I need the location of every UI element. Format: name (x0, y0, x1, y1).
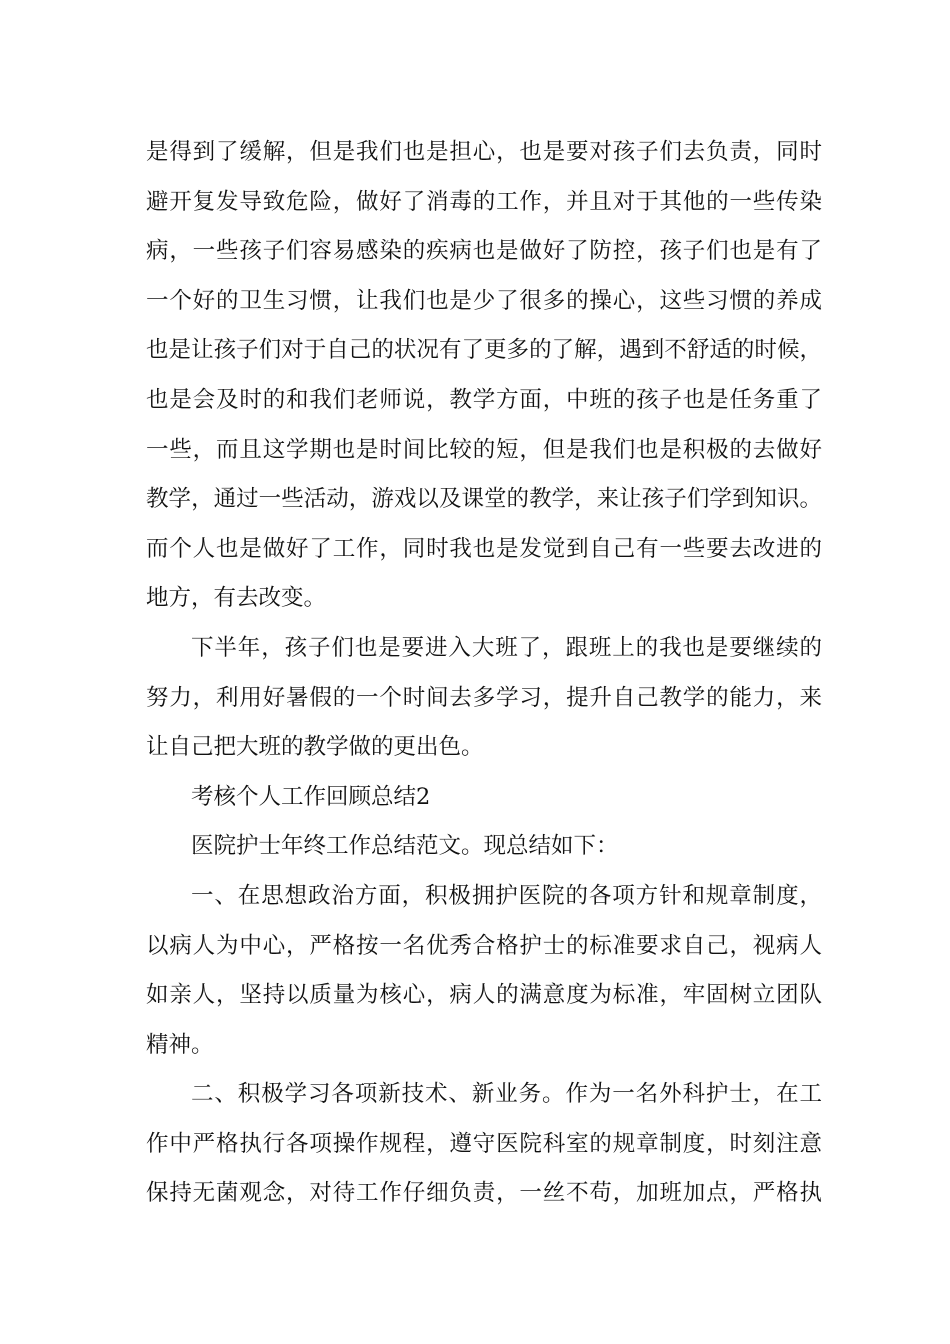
text-line: 以病人为中心，严格按一名优秀合格护士的标准要求自己，视病人 (146, 932, 822, 959)
text-line: 也是会及时的和我们老师说，教学方面，中班的孩子也是任务重了 (146, 386, 822, 413)
text-line: 努力，利用好暑假的一个时间去多学习，提升自己教学的能力，来 (146, 684, 822, 711)
text-line: 一些，而且这学期也是时间比较的短，但是我们也是积极的去做好 (146, 436, 822, 463)
section-heading (146, 773, 822, 823)
text-line: 一、在思想政治方面，积极拥护医院的各项方针和规章制度， (191, 882, 822, 909)
paragraph-intro (146, 822, 822, 872)
paragraph-point-two (146, 1070, 822, 1219)
text-line: 教学，通过一些活动，游戏以及课堂的教学，来让孩子们学到知识。 (146, 486, 822, 513)
text-line: 医院护士年终工作总结范文。现总结如下： (191, 833, 619, 860)
text-line: 是得到了缓解，但是我们也是担心，也是要对孩子们去负责，同时 (146, 139, 822, 165)
text-line: 精神。 (146, 1031, 214, 1058)
text-line: 地方，有去改变。 (146, 585, 327, 612)
paragraph-point-one (146, 872, 822, 1070)
text-line: 保持无菌观念，对待工作仔细负责，一丝不苟，加班加点，严格执 (146, 1180, 822, 1207)
text-line: 避开复发导致危险，做好了消毒的工作，并且对于其他的一些传染 (146, 188, 822, 215)
text-line: 病，一些孩子们容易感染的疾病也是做好了防控，孩子们也是有了 (146, 238, 822, 265)
text-line: 作中严格执行各项操作规程，遵守医院科室的规章制度，时刻注意 (146, 1130, 822, 1157)
text-line: 如亲人，坚持以质量为核心，病人的满意度为标准，牢固树立团队 (146, 982, 822, 1009)
paragraph-continuation (146, 128, 822, 624)
paragraph-second-half-year (146, 624, 822, 773)
text-line: 下半年，孩子们也是要进入大班了，跟班上的我也是要继续的 (191, 634, 822, 661)
text-line: 而个人也是做好了工作，同时我也是发觉到自己有一些要去改进的 (146, 535, 822, 562)
text-line: 二、积极学习各项新技术、新业务。作为一名外科护士，在工 (191, 1081, 822, 1108)
heading-text: 考核个人工作回顾总结2 (191, 783, 431, 810)
text-line: 让自己把大班的教学做的更出色。 (146, 734, 484, 761)
text-line: 一个好的卫生习惯，让我们也是少了很多的操心，这些习惯的养成 (146, 287, 822, 314)
document-body (146, 128, 822, 1219)
text-line: 也是让孩子们对于自己的状况有了更多的了解，遇到不舒适的时候， (146, 337, 822, 364)
